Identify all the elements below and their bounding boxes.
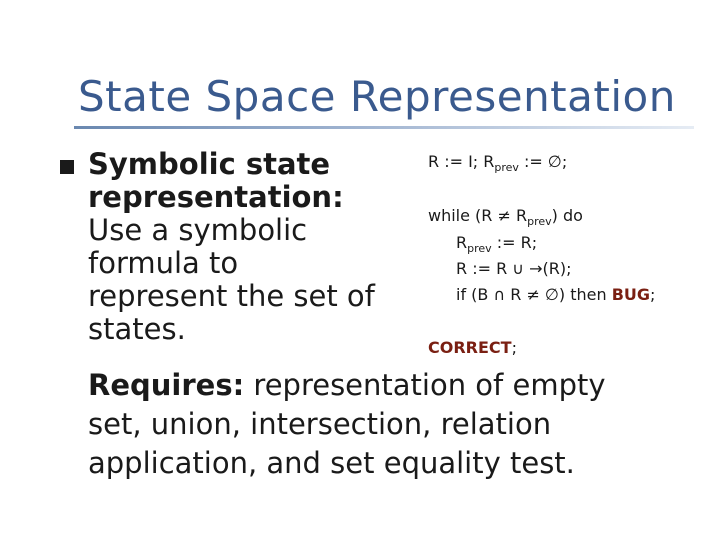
requires-line-1: Requires: representation of empty bbox=[88, 368, 606, 402]
body-line-1: Use a symbolic bbox=[88, 213, 308, 247]
body-line-2: formula to bbox=[88, 246, 239, 280]
heading-line-1: Symbolic state bbox=[88, 147, 331, 181]
code-line-5: if (B ∩ R ≠ ∅) then BUG; bbox=[456, 285, 656, 304]
code-line-1: R := I; $R_{prev}$ := ∅; bbox=[428, 152, 568, 175]
code-line-6: CORRECT; bbox=[428, 338, 517, 357]
body-line-4: states. bbox=[88, 312, 186, 346]
requires-line-3: application, and set equality test. bbox=[88, 446, 575, 480]
body-line-3: represent the set of bbox=[88, 279, 375, 313]
slide-title: State Space Representation bbox=[78, 72, 676, 121]
code-line-4: R := R ∪ →(R); bbox=[456, 259, 572, 278]
bullet-square-icon bbox=[60, 160, 74, 174]
code-line-3: $R_{prev}$ := R; bbox=[456, 233, 538, 256]
bullet-text bbox=[88, 148, 375, 346]
bug-keyword: BUG bbox=[611, 285, 651, 304]
requires-paragraph bbox=[88, 366, 606, 483]
title-underline bbox=[74, 126, 694, 129]
correct-keyword: CORRECT bbox=[428, 338, 512, 357]
requires-line-2: set, union, intersection, relation bbox=[88, 407, 552, 441]
code-line-2: while $(R \ne R_{prev})$ do bbox=[428, 206, 583, 229]
heading-line-2: representation: bbox=[88, 180, 344, 214]
requires-label: Requires: bbox=[88, 368, 245, 402]
